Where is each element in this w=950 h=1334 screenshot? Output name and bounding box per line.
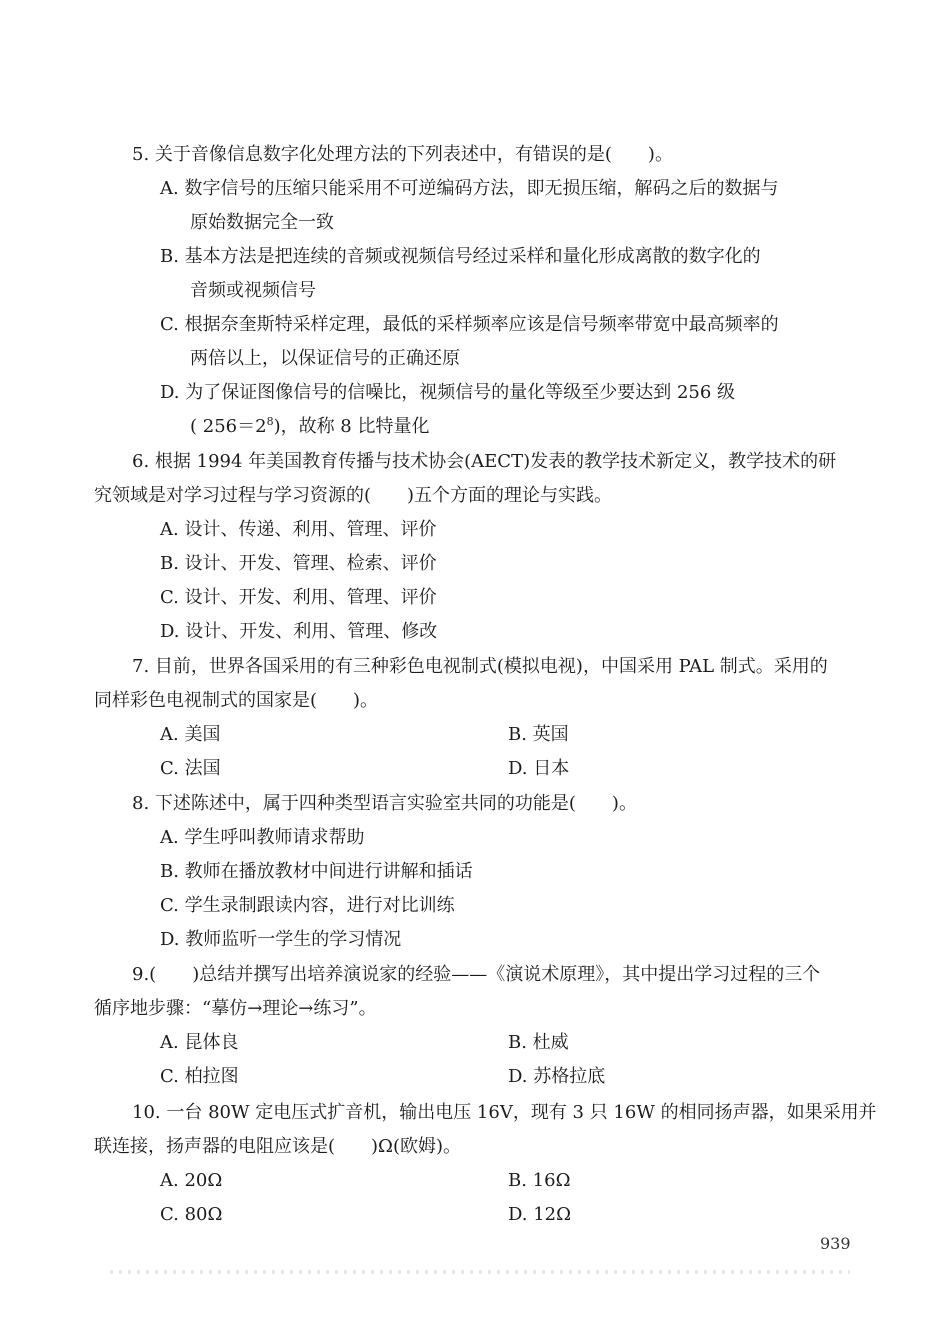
q6-option-c: C. 设计、开发、利用、管理、评价 [160, 587, 437, 608]
q8-option-c: C. 学生录制跟读内容，进行对比训练 [160, 895, 455, 916]
q5-option-b-cont: 音频或视频信号 [190, 280, 316, 301]
q5-option-c: C. 根据奈奎斯特采样定理，最低的采样频率应该是信号频率带宽中最高频率的 [160, 314, 779, 335]
q6-option-b: B. 设计、开发、管理、检索、评价 [160, 553, 437, 574]
q9-option-c: C. 柏拉图 [160, 1066, 239, 1087]
q7-option-d: D. 日本 [508, 758, 570, 779]
q7-option-c: C. 法国 [160, 758, 221, 779]
q9-stem-cont: 循序地步骤：“摹仿→理论→练习”。 [94, 998, 377, 1019]
q8-option-b: B. 教师在播放教材中间进行讲解和插话 [160, 861, 473, 882]
q6-option-d: D. 设计、开发、利用、管理、修改 [160, 621, 438, 642]
q10-stem-cont: 联连接，扬声器的电阻应该是( )Ω(欧姆)。 [94, 1136, 462, 1157]
q5-option-d: D. 为了保证图像信号的信噪比，视频信号的量化等级至少要达到 256 级 [160, 382, 736, 403]
q9-option-d: D. 苏格拉底 [508, 1066, 606, 1087]
q10-option-c: C. 80Ω [160, 1204, 223, 1225]
q7-option-b: B. 英国 [508, 724, 569, 745]
q7-stem: 7. 目前，世界各国采用的有三种彩色电视制式(模拟电视)，中国采用 PAL 制式。采用的 [132, 656, 828, 677]
page-number: 939 [820, 1234, 851, 1253]
q10-stem: 10. 一台 80W 定电压式扩音机，输出电压 16V，现有 3 只 16W 的相同扬声器，如果采用并 [132, 1102, 877, 1123]
scan-artifact-line [110, 1270, 850, 1274]
q8-option-d: D. 教师监听一学生的学习情况 [160, 929, 402, 950]
q6-option-a: A. 设计、传递、利用、管理、评价 [160, 519, 437, 540]
q5-stem: 5. 关于音像信息数字化处理方法的下列表述中，有错误的是( )。 [132, 144, 673, 165]
q9-option-b: B. 杜威 [508, 1032, 569, 1053]
q10-option-d: D. 12Ω [508, 1204, 572, 1225]
q5-option-d-cont: ( $256=2^8$)，故称 8 比特量化 [190, 415, 430, 437]
q10-option-a: A. 20Ω [160, 1170, 223, 1191]
q5-option-a-cont: 原始数据完全一致 [190, 212, 334, 233]
q8-option-a: A. 学生呼叫教师请求帮助 [160, 827, 365, 848]
q7-stem-cont: 同样彩色电视制式的国家是( )。 [94, 690, 379, 711]
q6-stem-cont: 究领域是对学习过程与学习资源的( )五个方面的理论与实践。 [94, 485, 613, 506]
q9-stem: 9.( )总结并撰写出培养演说家的经验——《演说术原理》，其中提出学习过程的三个 [132, 964, 821, 985]
q5-option-a: A. 数字信号的压缩只能采用不可逆编码方法，即无损压缩，解码之后的数据与 [160, 178, 779, 199]
q9-option-a: A. 昆体良 [160, 1032, 239, 1053]
q6-stem: 6. 根据 1994 年美国教育传播与技术协会(AECT)发表的教学技术新定义，教学技术的研 [132, 451, 837, 472]
q5-option-c-cont: 两倍以上，以保证信号的正确还原 [190, 348, 460, 369]
q10-option-b: B. 16Ω [508, 1170, 571, 1191]
q5-option-b: B. 基本方法是把连续的音频或视频信号经过采样和量化形成离散的数字化的 [160, 246, 761, 267]
q7-option-a: A. 美国 [160, 724, 221, 745]
q8-stem: 8. 下述陈述中，属于四种类型语言实验室共同的功能是( )。 [132, 793, 637, 814]
